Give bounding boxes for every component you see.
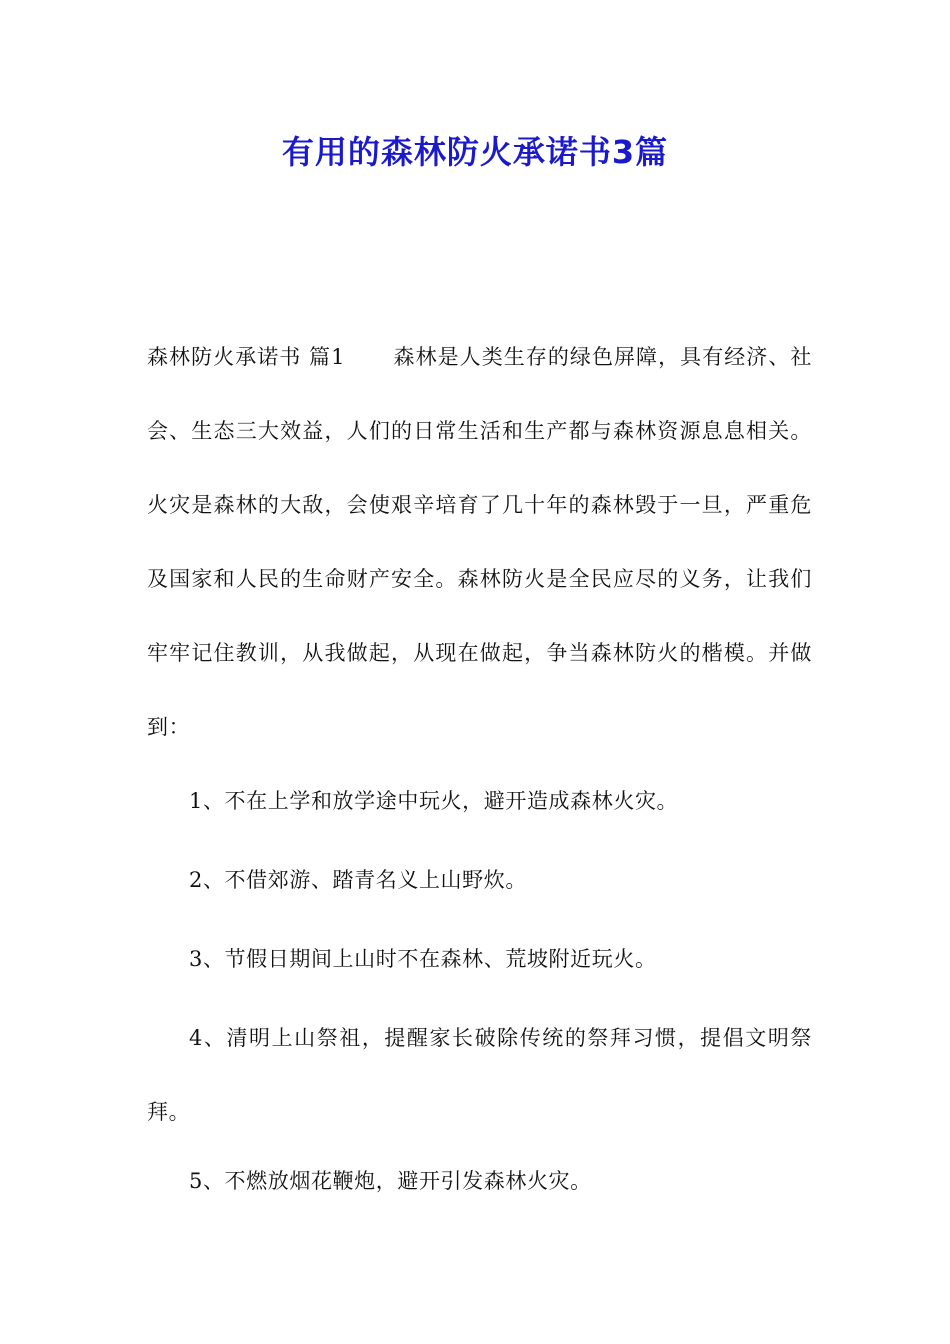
list-item-2: 2、不借郊游、踏青名义上山野炊。 bbox=[189, 868, 527, 892]
intro-paragraph bbox=[147, 320, 812, 764]
list-item-3: 3、节假日期间上山时不在森林、荒坡附近玩火。 bbox=[189, 947, 657, 971]
list-item-5: 5、不燃放烟花鞭炮，避开引发森林火灾。 bbox=[189, 1169, 592, 1193]
document-title: 有用的森林防火承诺书3篇 bbox=[281, 133, 669, 171]
list-item-1: 1、不在上学和放学途中玩火，避开造成森林火灾。 bbox=[189, 789, 679, 813]
section-heading: 森林防火承诺书 篇1 bbox=[147, 345, 346, 369]
list-item-4: 4、清明上山祭祖，提醒家长破除传统的祭拜习惯，提倡文明祭拜。 bbox=[147, 1026, 812, 1124]
intro-text: 森林是人类生存的绿色屏障，具有经济、社会、生态三大效益，人们的日常生活和生产都与森林资源息息相关。火灾是森林的大敌，会使艰辛培育了几十年的森林毁于一旦，严重危及国家和人民的生命财产安全。森林防火是全民应尽的义务，让我们牢牢记住教训，从我做起，从现在做起，争当森林防火的楷模。并做到： bbox=[147, 345, 812, 739]
